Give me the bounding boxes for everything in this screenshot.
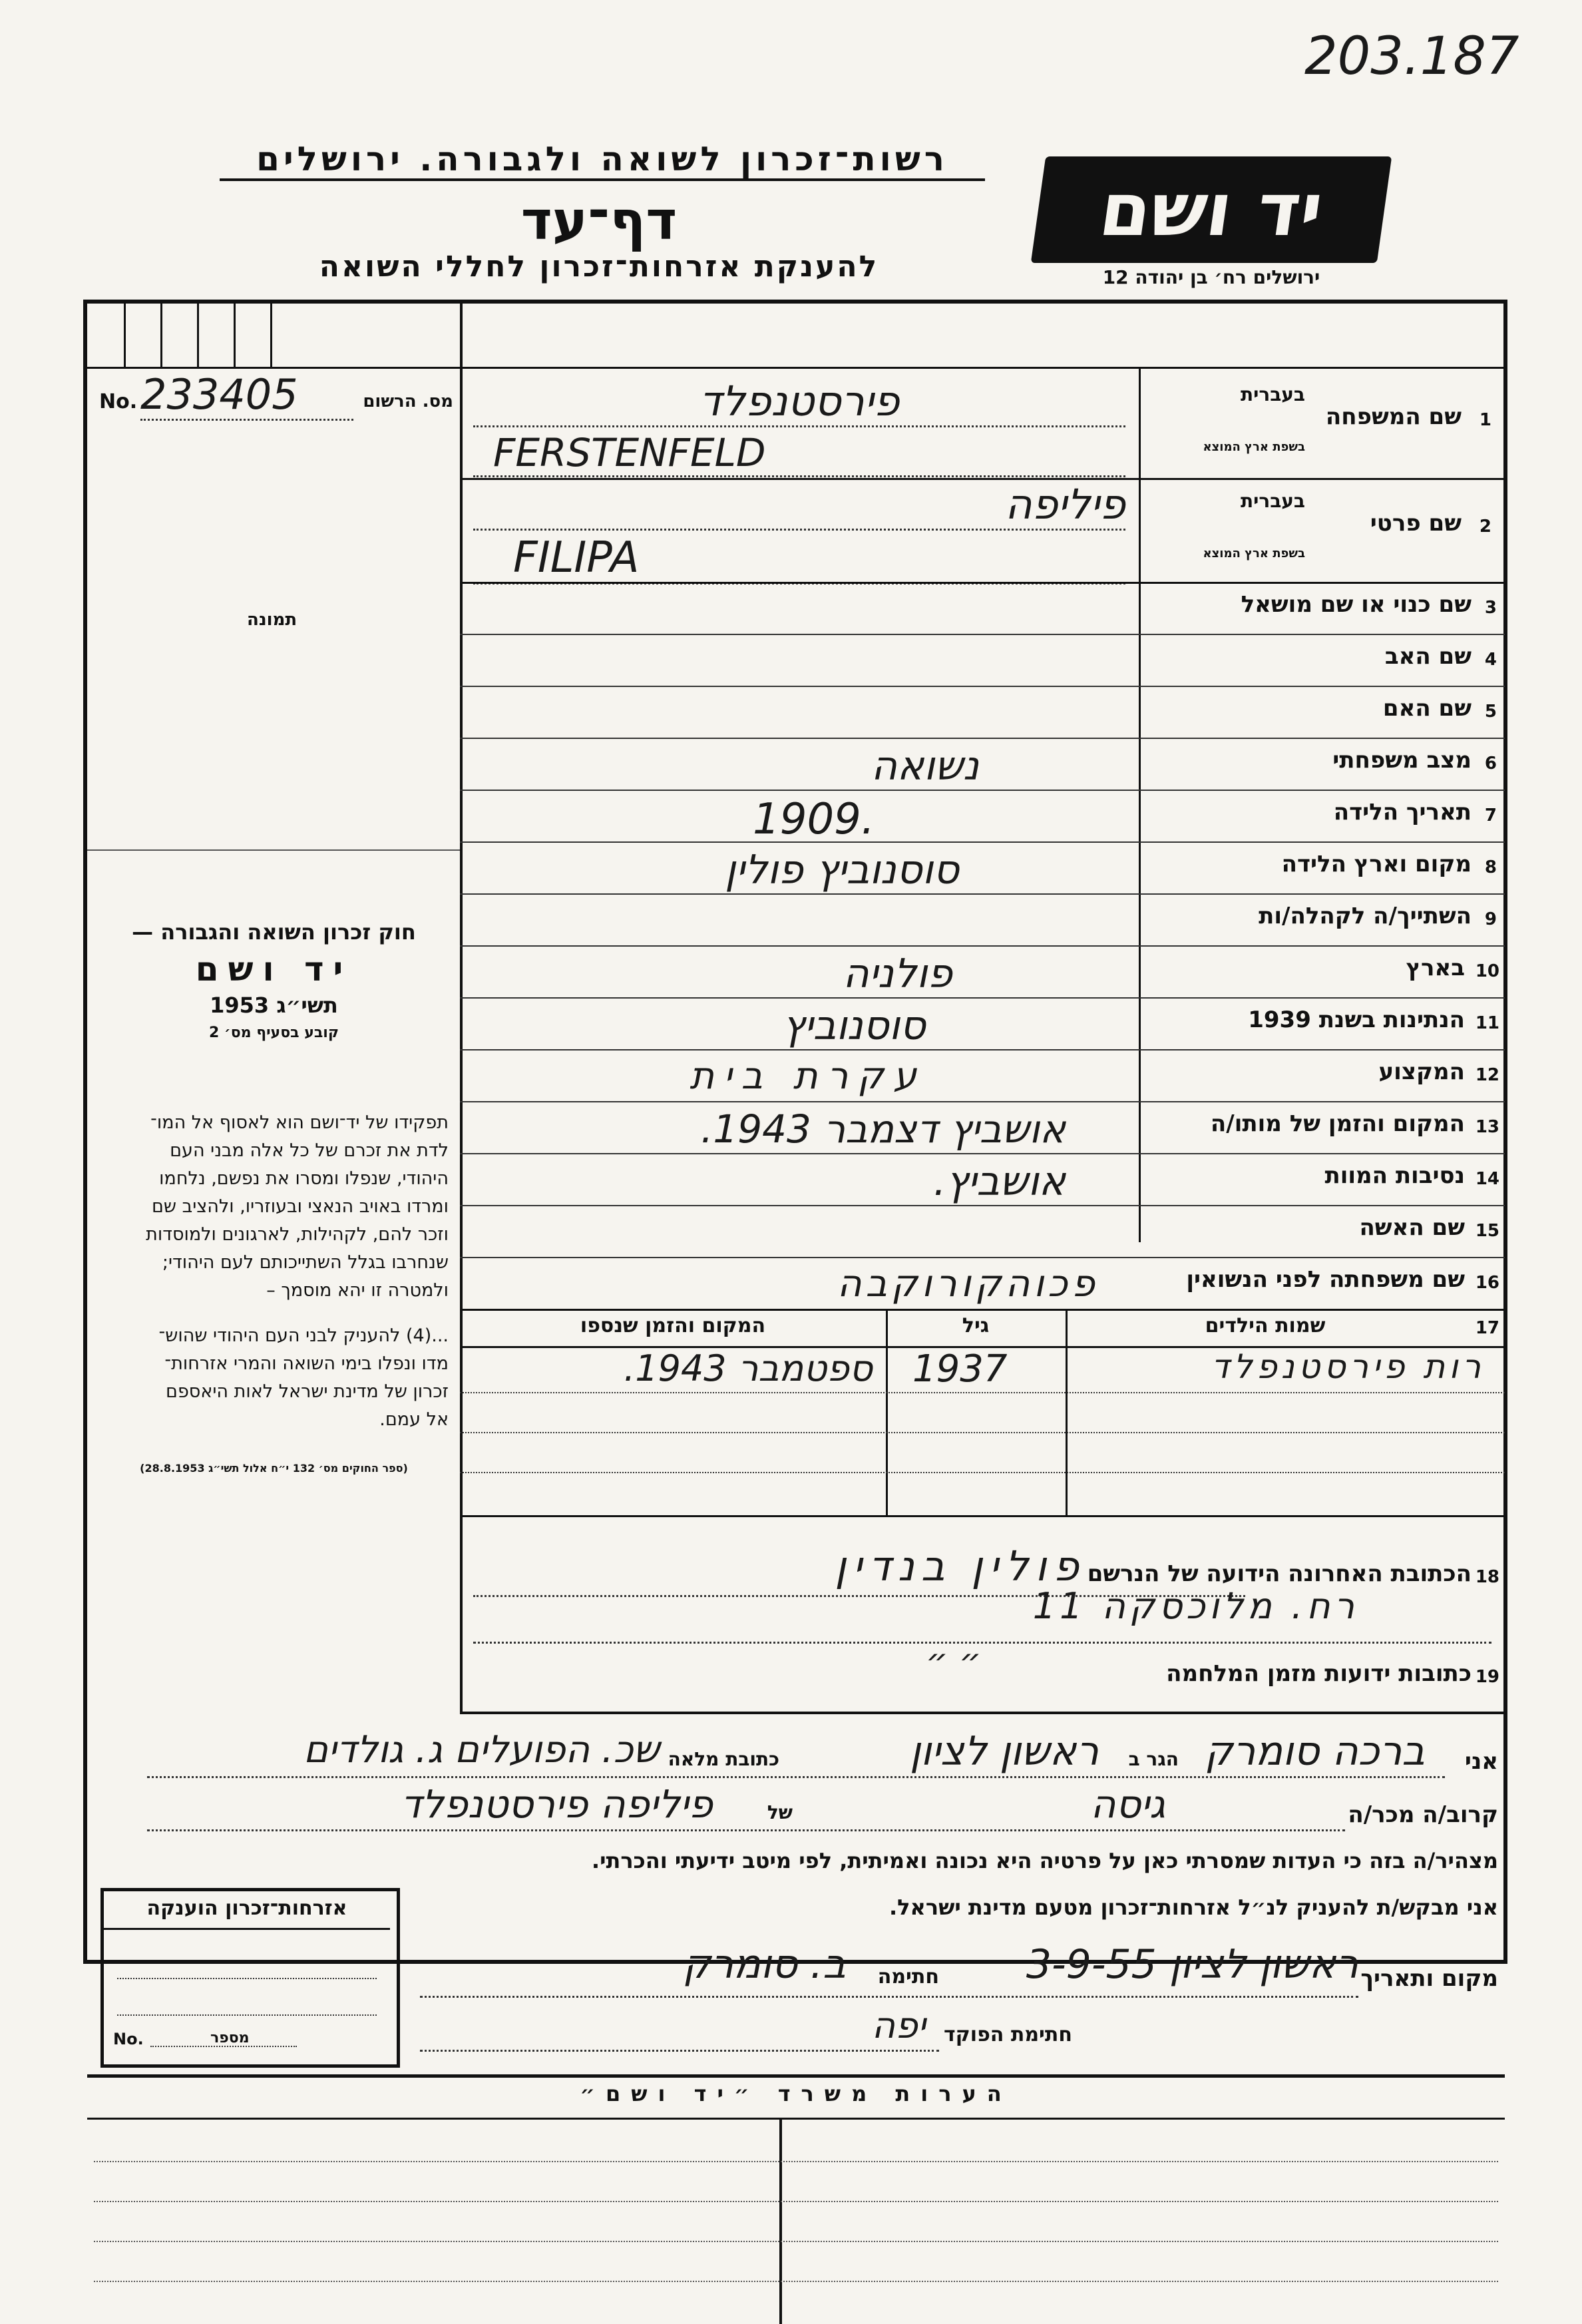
field-13-row: המקום והזמן של מותו/ה 13 אושביץ דצמבר 1943.: [460, 1101, 1505, 1154]
field-14-row: נסיבות המוות 14 אושביץ.: [460, 1153, 1505, 1206]
children-table: 17 שמות הילדים גיל המקום והזמן שנספו רות פירסטנפלד 1937 ספטמבר 1943.: [460, 1309, 1505, 1517]
field-5-row: שם האם 5: [460, 686, 1505, 739]
wartime-label: כתובות ידועות מזמן המלחמה: [1166, 1660, 1472, 1687]
declaration-line-2: קרוב/ה מכר/ה גיסה של פיליפה פירסטנפלד: [94, 1781, 1498, 1835]
law-year: תשי״ג 1953: [210, 993, 338, 1018]
logo-text: יד ושם: [1094, 167, 1328, 252]
field-1-origin-value[interactable]: FERSTENFELD: [473, 430, 1125, 477]
address-line-2[interactable]: רח. מלוכסקה 11: [1032, 1585, 1358, 1627]
children-header-place-time: המקום והזמן שנספו: [580, 1314, 766, 1337]
field-7-row: תאריך הלידה 7 1909.: [460, 790, 1505, 843]
declarant-city[interactable]: ראשון לציון: [909, 1728, 1099, 1775]
place-and-date[interactable]: ראשון לציון 3-9-55: [1026, 1941, 1358, 1988]
field-16-row: שם משפחתה לפני הנשואין 16 פכוהקורוקבה: [460, 1257, 1505, 1311]
field-2-hebrew-value[interactable]: פיליפה: [473, 480, 1125, 531]
address-line-1[interactable]: פולין בנדין: [835, 1542, 1086, 1590]
children-header-age: גיל: [962, 1314, 990, 1337]
field-6-row: מצב משפחתי 6 נשואה: [460, 738, 1505, 791]
law-block: [99, 919, 449, 1041]
form-subtitle: להענקת אזרחות־זכרון לחללי השואה: [319, 250, 879, 284]
officer-signature[interactable]: יפה: [871, 2004, 926, 2046]
field-6-value[interactable]: נשואה: [871, 743, 979, 790]
children-header-names: שמות הילדים: [1205, 1314, 1326, 1337]
logo-address: ירושלים רח׳ בן יהודה 12: [1102, 266, 1320, 288]
field-10-value[interactable]: פולניה: [843, 951, 952, 997]
declarant-signature[interactable]: ב. סומרק: [682, 1941, 846, 1988]
certificate-box: [100, 1888, 400, 2068]
signature-line: מקום ותאריך ראשון לציון 3-9-55 חתימה ב. סומרק: [407, 1935, 1498, 2001]
archive-number: 203.187: [1304, 27, 1519, 87]
field-14-value[interactable]: אושביץ.: [933, 1158, 1066, 1205]
code-boxes: [87, 304, 463, 369]
address-label: הכתובת האחרונה הידועה של הנרשם: [1087, 1560, 1472, 1587]
field-3-row: שם כנוי או שם מושאל 3: [460, 582, 1505, 635]
field-1-hebrew-value[interactable]: פירסטנפלד: [473, 377, 1125, 427]
wartime-value[interactable]: ״ ״: [926, 1642, 982, 1682]
remarks-header: הערות משרד ״יד ושם״: [580, 2081, 1012, 2106]
field-15-row: שם האשה 15: [460, 1205, 1505, 1258]
address-section: 18 הכתובת האחרונה הידועה של הנרשם פולין בנדין רח. מלוכסקה 11 19 כתובות ידועות מזמן המלחמה ״ ״: [460, 1515, 1505, 1714]
child-1-name[interactable]: רות פירסטנפלד: [1211, 1347, 1485, 1386]
authority-title: רשות־זכרון לשואה ולגבורה. ירושלים: [220, 140, 985, 181]
field-16-value[interactable]: פכוהקורוקבה: [837, 1262, 1099, 1305]
certificate-no-label: No.: [113, 2030, 144, 2048]
yad-vashem-logo: [1031, 156, 1392, 263]
field-2-origin-value[interactable]: FILIPA: [473, 533, 1125, 584]
field-11-row: הנתינות בשנת 1939 11 סוסנוביץ: [460, 997, 1505, 1050]
field-8-row: מקום וארץ הלידה 8 סוסנוביץ פולין: [460, 841, 1505, 895]
field-10-row: בארץ 10 פולניה: [460, 945, 1505, 999]
remarks-area[interactable]: [94, 2161, 1498, 2321]
law-section: קובע בסעיף מס׳ 2: [208, 1025, 339, 1041]
law-title: חוק זכרון השואה והגבורה —: [132, 919, 416, 945]
field-12-row: המקצוע 12 עקרת בית: [460, 1049, 1505, 1102]
declaration-statement: מצהיר/ה בזה כי העדות שמסרתי כאן על פרטיה היא נכונה ואמיתית, לפי מיטב ידיעתי והכרתי.: [591, 1848, 1498, 1873]
child-1-place-time[interactable]: ספטמבר 1943.: [624, 1347, 873, 1389]
certificate-num-label: מספר: [210, 2030, 250, 2046]
field-13-value[interactable]: אושביץ דצמבר 1943.: [700, 1106, 1066, 1152]
registration-no-label: No.: [99, 390, 138, 413]
certificate-title: אזרחות־זכרון הוענקה: [146, 1897, 347, 1920]
law-name: יד ושם: [195, 950, 353, 989]
registration-heb-label: מס. הרשום: [363, 391, 453, 411]
declaration-request: אני מבקש/ת להעניק לנ״ל אזרחות־זכרון מטעם מדינת ישראל.: [889, 1895, 1498, 1920]
declarant-relation[interactable]: גיסה: [1090, 1781, 1165, 1827]
photo-label: תמונה: [247, 610, 297, 630]
field-4-row: שם האב 4: [460, 634, 1505, 687]
declarant-name[interactable]: ברכה סומרק: [1204, 1728, 1425, 1775]
officer-signature-line: חתימת הפוקד יפה: [407, 2004, 1072, 2058]
law-paragraph-2: ...(4) להעניק לבני העם היהודי שהוש־ מדו ונפלו בימי השואה והמרי אזרחות־ זכרון של מדינת ישראל לאות היאספם אל עמם.: [158, 1325, 449, 1430]
field-11-value[interactable]: סוסנוביץ: [782, 1003, 926, 1049]
law-reference: (ספר החוקים מס׳ 132 י״ח אלול תשי״ג 28.8.1953): [140, 1462, 408, 1475]
form-title: דף־עד: [520, 190, 678, 252]
field-8-value[interactable]: סוסנוביץ פולין: [725, 847, 959, 893]
field-7-value[interactable]: 1909.: [753, 795, 875, 844]
declarant-address[interactable]: שכ. הפועלים ג. גולדים: [303, 1728, 660, 1771]
child-1-age[interactable]: 1937: [912, 1347, 1008, 1391]
subject-name[interactable]: פיליפה פירסטנפלד: [401, 1781, 713, 1827]
field-12-value[interactable]: עקרת בית: [690, 1054, 926, 1098]
registration-number: 233405: [140, 370, 353, 421]
law-paragraph-1: תפקידו של יד־ושם הוא לאסוף אל המו־ לדת את זכרם של כל אלה מבני העם היהודי, שנפלו ומסרו את נפשם, נלחמו ומרדו באויב הנאצי ובעוזריו, ולהציב שם וזכר להם, לקהילות, לארגונים ולמוסדות שנחרבו בגלל השתייכותם לעם היהודי; ולמטרה זו יהא מוסמך –: [146, 1112, 449, 1301]
field-9-row: השתייך/ה לקהלה/ות 9: [460, 893, 1505, 947]
form-frame: No. 233405 מס. הרשום תמונה חוק זכרון השואה והגבורה — יד ושם תשי״ג 1953 קובע בסעיף מס׳ 2 תפקידו של יד־ושם הוא לאסוף אל המו־ לדת את זכרם של כל אלה מבני העם היהודי, שנפלו ומסרו את נפשם, נלחמו ומרדו באויב הנאצי ובעוזריו, ולהציב שם וזכר להם, לקהילות, לארגונים ולמוסדות שנחרבו בגלל השתייכותם לעם היהודי; ולמטרה זו יהא מוסמך – ...(4) להעניק לבני העם היהודי שהוש־ מדו ונפלו בימי השואה והמרי אזרחות־ זכרון של מדינת ישראל לאות היאספם אל עמם. (ספר החוקים מס׳ 132 י״ח אלול תשי״ג 28.8.1953) 1 שם המשפחה בעברית בשפת ארץ המוצא פירסטנפלד FERSTENFELD 2 שם פרטי בעברית בשפת ארץ המוצא פיליפה FILIPA שם כנוי או שם מושאל 3 שם האב 4 שם האם 5 מצב משפחתי 6 נשואה תאריך הלידה 7 1909. מקום וארץ הלידה 8 סוסנוביץ פולין השתייך/ה לקהלה/ות 9 בארץ 10 פולניה הנתינות בשנת 1939 11 סוסנוביץ המקצוע 12 עקרת בית המקום והזמן של מותו/ה 13 אושביץ דצמבר 1943. נסיבות המוות 14 אושביץ. שם האשה 15 שם משפחתה לפני הנשואין 16 פכוהקורוקבה 17 שמות הילדים גיל המקום והזמן שנספו רות פירסטנפלד 1937 ספטמבר 1943. 18 הכתובת האחרונה הידועה של הנרשם פולין בנדין רח. מלוכסקה 11 19 כתובות ידועות מזמן המלחמה ״ ״ אני ברכה סומרק הגר ב ראשון לציון כתובת מלאה שכ. הפועלים ג. גולדים קרוב/ה מכר/ה גיסה של פיליפה פירסטנפלד מצהיר/ה בזה כי העדות שמסרתי כאן על פרטיה היא נכונה ואמיתית, לפי מיטב ידיעתי והכרתי. אני מבקש/ת להעניק לנ״ל אזרחות־זכרון מטעם מדינת ישראל. אזרחות־זכרון הוענקה No. מספר מקום ותאריך ראשון לציון 3-9-55 חתימה ב. סומרק חתימת הפוקד יפה הערות משרד ״יד ושם״: [83, 300, 1507, 1964]
declaration-line-1: אני ברכה סומרק הגר ב ראשון לציון כתובת מלאה שכ. הפועלים ג. גולדים: [94, 1728, 1498, 1781]
